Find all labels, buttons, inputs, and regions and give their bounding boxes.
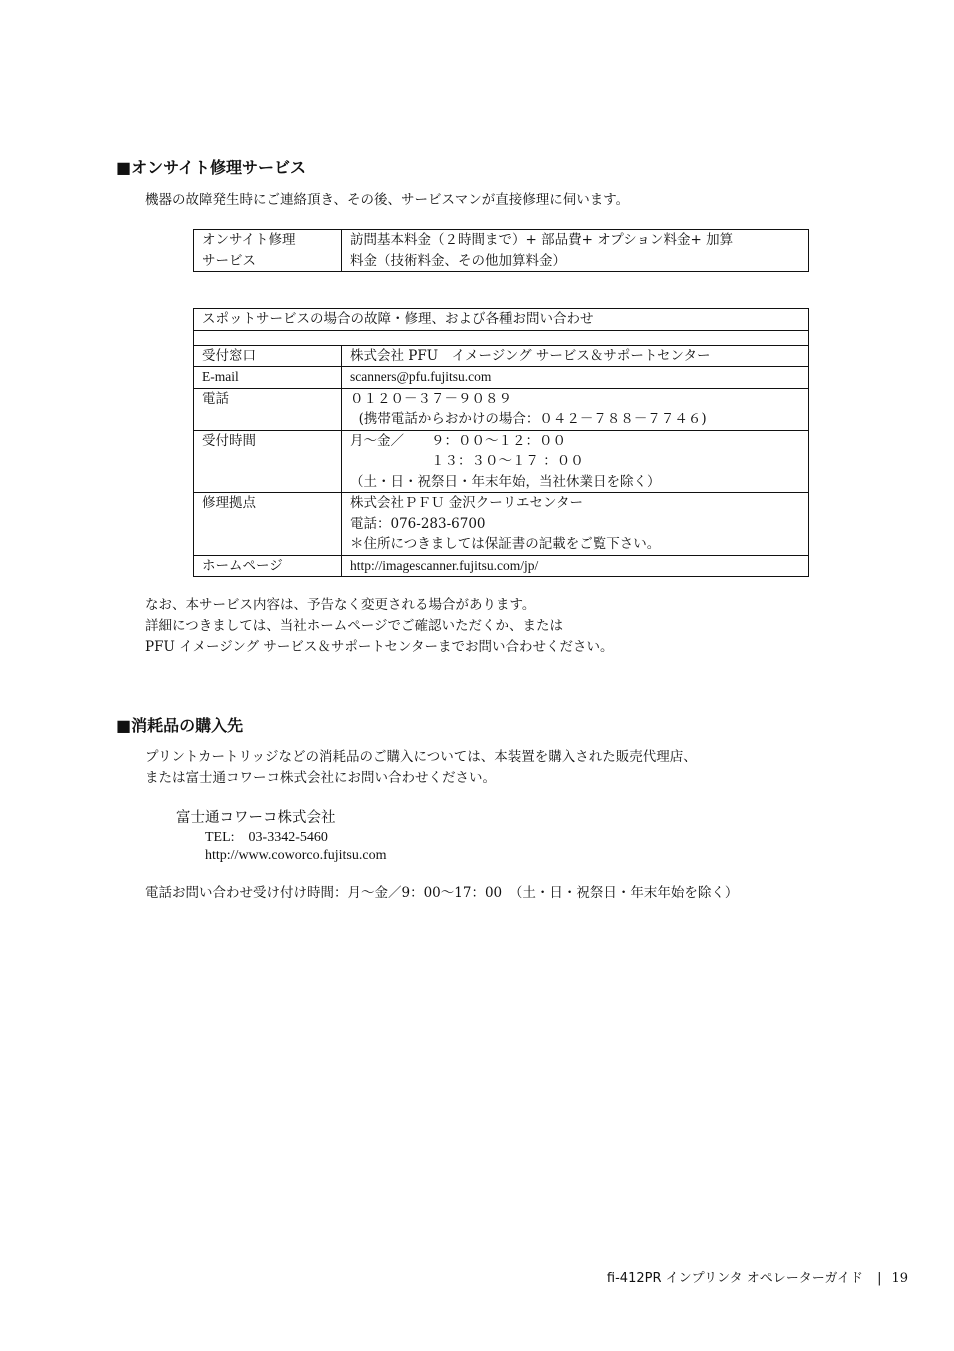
row-value [342,345,809,367]
footer-separator: | [877,1271,882,1286]
pricing-value-cell [342,230,809,272]
onsite-intro-text: 機器の故障発生時にご連絡頂き、その後、サービスマンが直接修理に伺います。 [145,192,630,208]
hours-line: １３：３０～１７ ：００ [350,453,584,469]
notes-block [145,595,613,658]
spacer-cell [194,330,809,345]
email-address-text: scanners@pfu.fujitsu.com [350,369,492,384]
row-label [194,493,342,556]
row-label-text: ホームページ [202,557,283,574]
table-row [194,430,809,493]
row-label [194,367,342,389]
guide-title: fi-412PR インプリンタ オペレーターガイド [606,1271,864,1286]
pricing-value-line: 料金（技術料金、その他加算料金） [350,252,566,269]
row-label [194,430,342,493]
row-label-text: 修理拠点 [202,495,256,511]
table-row [194,309,809,331]
pricing-value-line: 訪問基本料金（２時間まで）+ 部品費+ オプション料金+ 加算 [350,232,734,248]
consumables-intro [145,747,697,789]
homepage-url-text: http://imagescanner.fujitsu.com/jp/ [350,557,539,573]
phone-number-text: ０１２０－３７－９０８９ [350,390,512,407]
row-label [194,555,342,577]
company-name: 富士通コワーコ株式会社 [176,810,336,826]
row-value [342,367,809,389]
repair-center-line: 株式会社ＰＦＵ 金沢クーリエセンター [350,495,583,511]
contact-table-title-text: スポットサービスの場合の故障・修理、および各種お問い合わせ [202,311,594,327]
repair-center-line: ＊住所につきましては保証書の記載をご覧下さい。 [350,536,661,552]
pricing-label-cell [194,230,342,272]
pricing-label-line: オンサイト修理 [202,232,296,248]
section-heading-consumables: ■消耗品の購入先 [116,716,244,735]
contact-table [193,308,809,577]
note-line: PFU イメージング サービス＆サポートセンターまでお問い合わせください。 [145,639,614,655]
intro-line: または富士通コワーコ株式会社にお問い合わせください。 [145,770,496,786]
row-value [342,388,809,430]
table-row [194,367,809,389]
table-row [194,230,809,272]
onsite-pricing-table [193,229,809,272]
contact-table-title [194,309,809,331]
row-value [342,555,809,577]
row-label-text: 受付窓口 [202,347,256,364]
row-label [194,388,342,430]
table-row-spacer [194,330,809,345]
row-label-text: E-mail [202,369,239,384]
mobile-phone-text: (携帯電話からおかけの場合：０４２－７８８－７７４６) [350,411,707,427]
page-footer [607,1269,908,1289]
phone-hours-text: 電話お問い合わせ受け付け時間：月～金／9：00～17：00 （土・日・祝祭日・年末年始を除く） [145,885,739,901]
repair-center-line: 電話：076-283-6700 [350,515,486,532]
note-line: 詳細につきましては、当社ホームページでご確認いただくか、または [145,618,563,634]
pricing-label-line: サービス [202,252,256,269]
row-value [342,493,809,556]
table-row [194,493,809,556]
reception-desk-text: 株式会社 PFU イメージング サービス＆サポートセンター [350,347,711,364]
page-number: 19 [891,1271,908,1286]
company-url: http://www.coworco.fujitsu.com [205,848,387,863]
table-row [194,388,809,430]
row-label-text: 受付時間 [202,432,256,449]
section-heading-onsite-repair: ■オンサイト修理サービス [116,158,306,177]
note-line: なお、本サービス内容は、予告なく変更される場合があります。 [145,597,536,613]
company-tel: TEL: 03-3342-5460 [205,830,328,845]
row-label [194,345,342,367]
row-value [342,430,809,493]
table-row [194,555,809,577]
hours-line: 月～金／ ９：００～１２：００ [350,432,566,449]
table-row [194,345,809,367]
intro-line: プリントカートリッジなどの消耗品のご購入については、本装置を購入された販売代理店、 [145,749,697,765]
hours-line: （土・日・祝祭日・年末年始，当社休業日を除く） [350,473,661,490]
row-label-text: 電話 [202,390,229,407]
